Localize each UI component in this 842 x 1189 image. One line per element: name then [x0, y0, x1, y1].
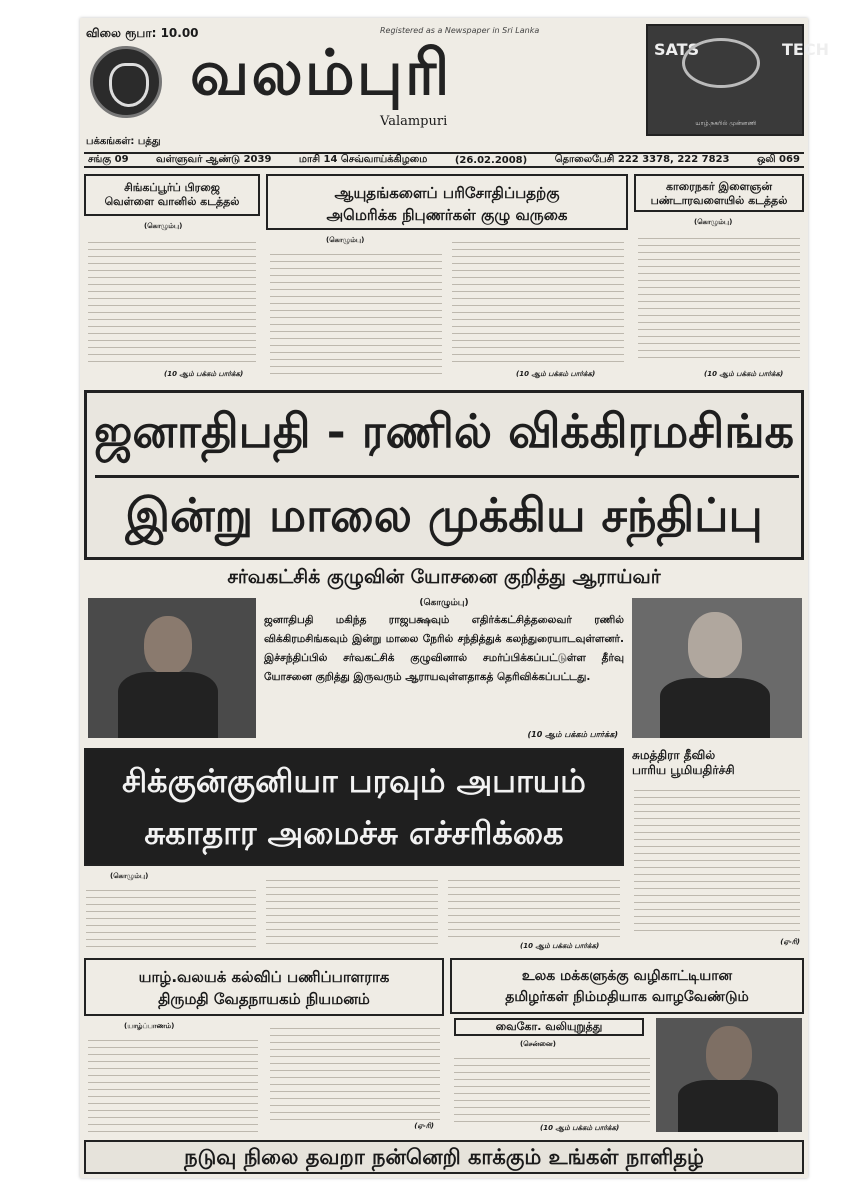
- main-headline-box: [84, 390, 804, 560]
- story-us-experts-col1-lines: [270, 248, 442, 378]
- education-col1-lines: [88, 1034, 258, 1132]
- issue-volume: சங்கு 09: [88, 154, 129, 165]
- main-headline-line-2: இன்று மாலை முக்கிய சந்திப்பு: [125, 488, 763, 542]
- story-us-experts-col2-lines: [452, 236, 624, 364]
- main-story-body: ஜனாதிபதி மகிந்த ராஜபக்ஷவும் எதிர்க்கட்சித்தலைவர் ரணில் விக்கிரமசிங்கவும் இன்று மாலை நேரில் சந்தித்துக் கலந்துரையாடவுள்ளனர். இச்சந்திப்பில் சர்வகட்சிக் குழுவினால் சமர்ப்பிக்கப்பட்டுள்ள தீர்வு யோசனை குறித்து இருவரும் ஆராயவுள்ளதாகத் தெரிவிக்கப்பட்டது.: [264, 614, 624, 683]
- education-headline-2: திருமதி வேதநாயகம் நியமனம்: [158, 990, 370, 1008]
- story-us-experts-headline-box: [266, 174, 628, 230]
- story-singapore-body-lines: [88, 236, 256, 364]
- chikungunya-headline-2: சுகாதார அமைச்சு எச்சரிக்கை: [144, 814, 564, 852]
- vaiko-headline-1: உலக மக்களுக்கு வழிகாட்டியான: [521, 968, 733, 984]
- education-col2-lines: [270, 1022, 440, 1120]
- ranil-photo: [632, 598, 802, 738]
- vaiko-dateline: (சென்னை): [520, 1040, 556, 1048]
- main-story-continued: (10 ஆம் பக்கம் பார்க்க): [527, 730, 618, 739]
- story-karainagar-headline-box: [634, 174, 804, 212]
- story-singapore-headline-1: சிங்கப்பூர்ப் பிரஜை: [124, 181, 220, 194]
- newspaper-page: [80, 18, 829, 1178]
- main-subheadline: சர்வகட்சிக் குழுவின் யோசனை குறித்து ஆராய்வர்: [227, 566, 661, 588]
- sumatra-continued: (ஏ-ரி): [780, 938, 800, 946]
- vaiko-continued: (10 ஆம் பக்கம் பார்க்க): [540, 1124, 620, 1132]
- footer-slogan: நடுவு நிலை தவறா நன்னெறி காக்கும் உங்கள் நாளிதழ்: [84, 1140, 804, 1174]
- story-karainagar-continued: (10 ஆம் பக்கம் பார்க்க): [704, 370, 784, 378]
- issue-info-bar: [84, 152, 804, 168]
- vaiko-headline-box: [450, 958, 804, 1014]
- issue-date: (26.02.2008): [454, 154, 528, 166]
- story-karainagar-headline-2: பண்டாரவளையில் கடத்தல்: [650, 194, 788, 207]
- story-karainagar-body-lines: [638, 232, 800, 364]
- story-karainagar-headline-1: காரைநகர் இளைஞன்: [665, 180, 773, 193]
- chikungunya-col2-lines: [266, 874, 438, 950]
- story-singapore: [84, 174, 260, 386]
- sumatra-headline-1: சுமத்திரா தீவில்: [632, 748, 716, 762]
- story-us-experts-continued: (10 ஆம் பக்கம் பார்க்க): [516, 370, 596, 378]
- vaiko-photo: [656, 1018, 802, 1132]
- story-education: [84, 958, 444, 1136]
- story-singapore-headline-2: வெள்ளை வானில் கடத்தல்: [104, 195, 240, 208]
- ad-left-letters: SATS: [654, 40, 700, 59]
- satellite-dish-icon: [682, 38, 760, 88]
- issue-number: ஒலி 069: [757, 154, 800, 165]
- masthead-title: வலம்புரி: [190, 36, 452, 109]
- vaiko-body-lines: [454, 1052, 650, 1122]
- education-headline-1: யாழ்.வலயக் கல்விப் பணிப்பாளராக: [138, 968, 390, 986]
- chikungunya-col3-lines: [448, 874, 620, 940]
- phone-numbers: தொலைபேசி 222 3378, 222 7823: [554, 154, 730, 165]
- sumatra-headline-2: பாரிய பூமியதிர்ச்சி: [632, 763, 735, 777]
- story-us-experts-headline-2: அமெரிக்க நிபுணர்கள் குழு வருகை: [326, 206, 568, 224]
- conch-logo-icon: [90, 46, 162, 118]
- page-count: பக்கங்கள்: பத்து: [86, 136, 161, 147]
- main-headline-divider: [95, 475, 799, 478]
- president-photo: [88, 598, 256, 738]
- ad-right-letters: TECH: [782, 40, 829, 59]
- chikungunya-col1-lines: [86, 884, 256, 950]
- story-us-experts-headline-1: ஆயுதங்களைப் பரிசோதிப்பதற்கு: [334, 184, 560, 202]
- main-story-dateline: (கொழும்பு): [419, 598, 469, 608]
- education-dateline: (யாழ்ப்பாணம்): [124, 1022, 175, 1030]
- sumatra-body-lines: [634, 784, 800, 934]
- story-us-experts-dateline: (கொழும்பு): [326, 236, 365, 244]
- story-singapore-dateline: (கொழும்பு): [144, 222, 183, 230]
- vaiko-tag: வைகோ. வலியுறுத்து: [454, 1018, 644, 1036]
- issue-year: வள்ளுவர் ஆண்டு 2039: [156, 154, 272, 165]
- chikungunya-continued: (10 ஆம் பக்கம் பார்க்க): [520, 942, 600, 950]
- issue-date-tamil: மாசி 14 செவ்வாய்க்கிழமை: [298, 154, 428, 165]
- story-karainagar-dateline: (கொழும்பு): [694, 218, 733, 226]
- main-story-text: [264, 598, 624, 740]
- price-label: விலை ரூபா: 10.00: [86, 26, 199, 40]
- education-headline-box: [84, 958, 444, 1016]
- registered-note: Registered as a Newspaper in Sri Lanka: [380, 26, 540, 35]
- sats-tech-advert: [646, 24, 829, 136]
- story-singapore-headline-box: [84, 174, 260, 216]
- story-sumatra: [632, 748, 804, 950]
- ad-small-text: யாழ்.நகரில் முன்னணி: [695, 120, 757, 127]
- chikungunya-dateline: (கொழும்பு): [110, 872, 149, 880]
- vaiko-headline-2: தமிழர்கள் நிம்மதியாக வாழவேண்டும்: [505, 989, 749, 1005]
- chikungunya-headline-box: [84, 748, 624, 866]
- story-vaiko: [450, 958, 804, 1136]
- education-continued: (ஏ-ரி): [414, 1122, 434, 1130]
- story-singapore-continued: (10 ஆம் பக்கம் பார்க்க): [164, 370, 244, 378]
- story-us-experts: [266, 174, 628, 386]
- story-karainagar: [634, 174, 804, 386]
- masthead-latin: Valampuri: [380, 114, 448, 129]
- main-headline-line-1: ஜனாதிபதி - ரணில் விக்கிரமசிங்க: [93, 404, 795, 458]
- chikungunya-headline-1: சிக்குன்குனியா பரவும் அபாயம்: [122, 762, 586, 800]
